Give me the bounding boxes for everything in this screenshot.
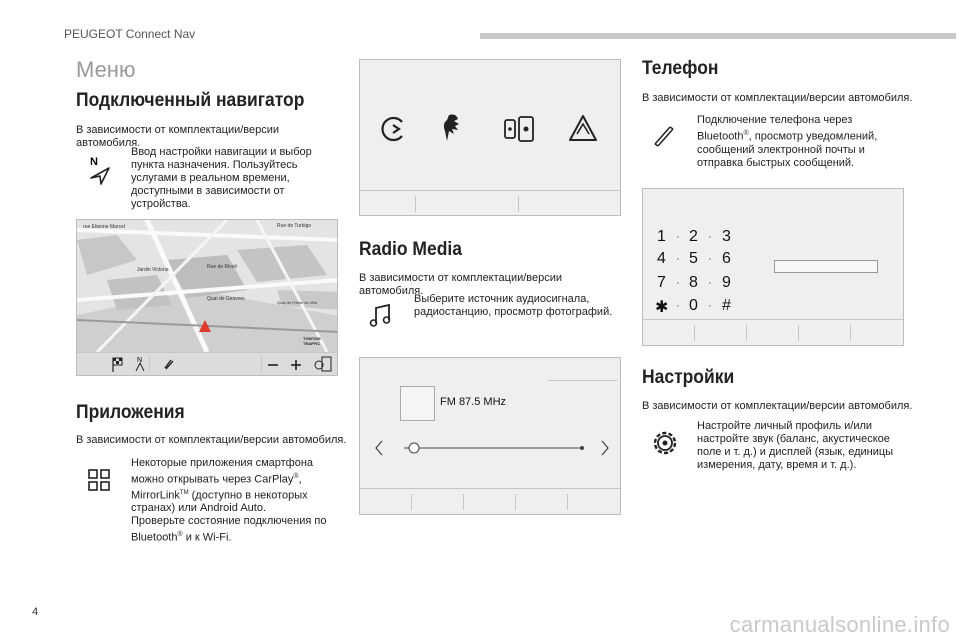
keypad-key[interactable]: 8 [689,274,698,291]
keypad-key[interactable]: 2 [689,228,698,245]
apps-text-android: (доступно в некоторых странах) или Android Auto. [131,489,308,515]
nav-screen [76,219,338,376]
map-label: Rue de Turbigo [277,223,312,229]
handset-icon [652,124,676,148]
radio-screen [359,357,621,515]
keypad-separator: · [676,231,680,243]
frequency-slider[interactable] [374,438,610,458]
keypad-separator: · [708,231,712,243]
keypad-separator: · [708,253,712,265]
connected-nav-icon[interactable] [380,114,410,144]
keypad-key[interactable]: 4 [657,250,666,267]
station-artwork [400,386,435,421]
media-phone-icon[interactable] [503,114,537,144]
map-settings-icon[interactable] [313,356,333,373]
map-view [77,220,338,352]
checkered-flag-icon[interactable] [111,357,125,373]
apps-reg: ® [293,473,299,480]
apps-text-mirrorlink: MirrorLink [131,489,180,502]
phone-screen [642,188,904,346]
apps-title: Приложения [76,402,185,423]
phone-item-text [697,114,907,170]
phone-icon[interactable] [163,358,175,370]
phone-text-3: , просмотр уведомлений, сообщений электронной почты и отправка быстрых сообщений. [697,130,878,169]
apps-text-bluetooth: Bluetooth [131,531,178,544]
radio-desc: В зависимости от комплектации/версии автомобиля. [359,272,563,297]
keypad-key[interactable]: 5 [689,250,698,267]
keypad-key[interactable]: 0 [689,297,698,314]
radio-top-line [548,380,618,381]
page-number: 4 [32,606,39,618]
tomtom-traffic-logo: TOMTOM TRAFFIC [303,336,321,346]
keypad-key[interactable]: ✱ [655,299,669,316]
map-label: Rue de Rivoli [207,264,237,270]
apps-reg-2: ® [177,531,183,539]
home-screen [359,59,621,216]
phone-desc: В зависимости от комплектации/версии автомобиля. [642,92,913,104]
nav-item-text: Ввод настройки навигации и выбор пункта назначения. Пользуйтесь услугами в реальном времени, доступными в зависимости от устройства. [131,146,312,210]
apps-text-comma: , [298,473,302,486]
keypad-separator: · [708,277,712,289]
keypad-separator: · [708,300,712,312]
map-label: Quai de l'Hôtel de Ville [277,300,318,305]
apps-desc: В зависимости от комплектации/версии автомобиля. [76,434,347,446]
keypad-key[interactable]: 7 [657,274,666,291]
apps-item-text [131,457,331,545]
apps-text-wifi: и к Wi-Fi. [182,531,232,544]
document-header: PEUGEOT Connect Nav [64,27,196,41]
phone-reg: ® [743,130,749,137]
navigation-arrow-icon[interactable] [568,114,598,144]
keypad-separator: · [676,277,680,289]
map-label: Jardin Victoria [137,267,169,273]
peugeot-lion-icon[interactable] [440,112,466,144]
keypad-separator: · [676,253,680,265]
apps-grid-icon [88,469,110,491]
music-note-icon [369,303,393,329]
phone-text-bluetooth: Bluetooth [697,130,744,143]
apps-text-check: Проверьте состояние подключения по [131,515,327,528]
apps-tm: TM [179,489,189,496]
map-label: rue Etienne Marcel [83,224,125,230]
watermark: carmanualsonline.info [729,612,950,637]
keypad-key[interactable]: 1 [657,228,666,245]
keypad-separator: · [676,300,680,312]
navigation-north-icon [88,154,114,186]
keypad-key[interactable]: 9 [722,274,731,291]
compass-north-icon[interactable] [134,355,146,373]
settings-item-text: Настройте личный профиль и/или настройте звук (баланс, акустическое поле и т. д.) и дисплей (язык, единицы измерения, дату, время и т. д.). [697,420,894,471]
menu-title: Меню [76,57,136,82]
svg-text:N: N [137,357,143,364]
number-input[interactable] [774,260,878,273]
settings-gear-icon [650,428,680,458]
svg-text:N: N [90,156,98,168]
keypad-key[interactable]: 6 [722,250,731,267]
apps-text-carplay: Некоторые приложения смартфона можно открывать через CarPlay [131,457,314,486]
nav-desc: В зависимости от комплектации/версии автомобиля. [76,124,280,149]
keypad-key[interactable]: # [722,297,731,314]
zoom-in-icon[interactable] [289,358,303,372]
keypad-key[interactable]: 3 [722,228,731,245]
settings-desc: В зависимости от комплектации/версии автомобиля. [642,400,913,412]
nav-title: Подключенный навигатор [76,90,305,111]
map-label: Quai de Gesvres [207,296,245,302]
phone-text-1: Подключение телефона через [697,114,853,126]
settings-title: Настройки [642,367,735,388]
station-frequency: FM 87.5 MHz [440,396,507,408]
phone-title: Телефон [642,58,719,79]
radio-item-text: Выберите источник аудиосигнала, радиостанцию, просмотр фотографий. [414,293,613,318]
zoom-out-icon[interactable] [266,358,280,372]
radio-title: Radio Media [359,239,462,260]
header-bar [480,33,956,39]
